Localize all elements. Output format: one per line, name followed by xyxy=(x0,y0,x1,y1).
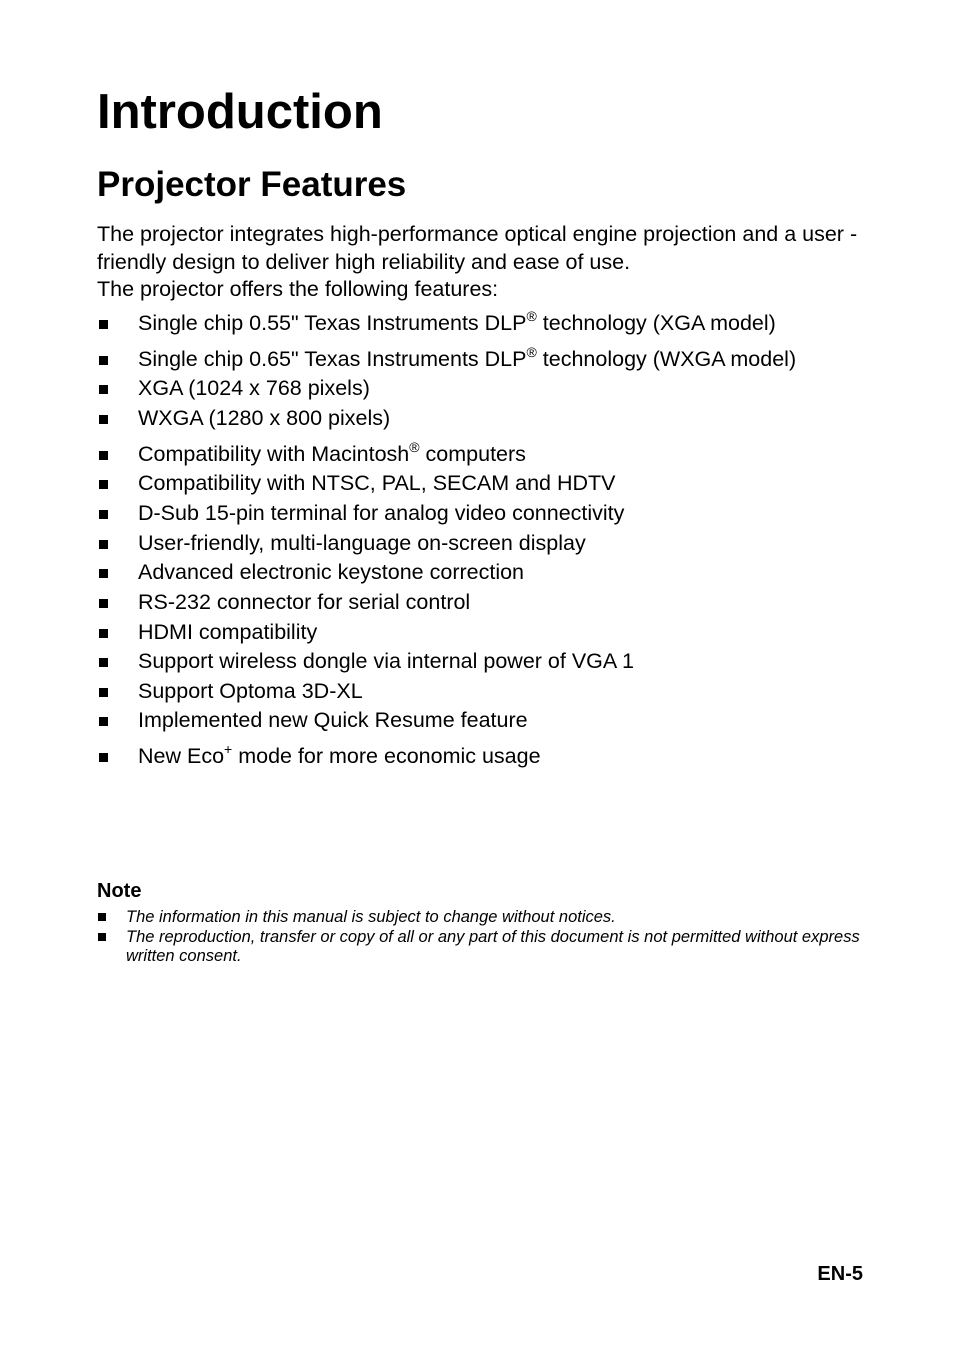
intro-paragraph: The projector integrates high-performance optical engine projection and a user - friendly design to deliver high reliability and ease of use. xyxy=(97,222,858,274)
intro-lead-in: The projector offers the following features: xyxy=(97,277,499,301)
feature-text xyxy=(138,678,363,704)
feature-text-suffix: computers xyxy=(419,442,526,466)
feature-text-suffix: mode for more economic usage xyxy=(232,744,541,768)
square-bullet-icon xyxy=(98,913,106,921)
feature-text-main: HDMI compatibility xyxy=(138,620,318,644)
note-title: Note xyxy=(97,880,142,902)
feature-text-main: Single chip 0.65" Texas Instruments DLP xyxy=(138,347,527,371)
feature-text xyxy=(138,375,370,401)
section-title: Projector Features xyxy=(97,165,407,204)
square-bullet-icon xyxy=(99,480,108,489)
page-number: EN-5 xyxy=(817,1263,863,1285)
feature-text-main: XGA (1024 x 768 pixels) xyxy=(138,376,370,400)
square-bullet-icon xyxy=(99,629,108,638)
feature-text-main: New Eco xyxy=(138,744,225,768)
feature-text xyxy=(138,346,796,372)
feature-text-main: Advanced electronic keystone correction xyxy=(138,560,525,584)
square-bullet-icon xyxy=(99,717,108,726)
feature-text xyxy=(138,470,616,496)
feature-text xyxy=(138,405,390,431)
square-bullet-icon xyxy=(99,753,108,762)
note-text: The reproduction, transfer or copy of all or any part of this document is not permitted without express written consent. xyxy=(126,927,860,965)
feature-text xyxy=(138,441,526,467)
feature-text-main: D-Sub 15-pin terminal for analog video connectivity xyxy=(138,501,625,525)
feature-text xyxy=(138,707,528,733)
feature-text-main: Compatibility with NTSC, PAL, SECAM and HDTV xyxy=(138,471,616,495)
square-bullet-icon xyxy=(99,320,108,329)
note-text: The information in this manual is subject to change without notices. xyxy=(126,908,616,926)
feature-text xyxy=(138,619,317,645)
feature-text xyxy=(138,500,624,526)
note-item xyxy=(97,908,867,928)
feature-superscript: ® xyxy=(526,308,537,324)
feature-text xyxy=(138,648,634,674)
feature-text xyxy=(138,743,541,769)
feature-text-main: User-friendly, multi-language on-screen display xyxy=(138,531,586,555)
note-list xyxy=(97,908,867,967)
square-bullet-icon xyxy=(99,451,108,460)
square-bullet-icon xyxy=(99,688,108,697)
intro-text xyxy=(97,221,867,304)
square-bullet-icon xyxy=(99,599,108,608)
feature-text-main: Support Optoma 3D-XL xyxy=(138,679,363,703)
feature-text xyxy=(138,559,524,585)
note-item xyxy=(97,928,867,967)
feature-text-main: WXGA (1280 x 800 pixels) xyxy=(138,406,391,430)
feature-superscript: ® xyxy=(526,344,537,360)
square-bullet-icon xyxy=(99,385,108,394)
feature-superscript: + xyxy=(224,741,233,757)
feature-text xyxy=(138,530,586,556)
square-bullet-icon xyxy=(99,415,108,424)
feature-text xyxy=(138,310,776,336)
feature-text-main: Compatibility with Macintosh xyxy=(138,442,410,466)
feature-text-main: RS-232 connector for serial control xyxy=(138,590,471,614)
square-bullet-icon xyxy=(99,540,108,549)
square-bullet-icon xyxy=(99,569,108,578)
feature-text-main: Implemented new Quick Resume feature xyxy=(138,708,528,732)
page-title: Introduction xyxy=(97,85,383,139)
feature-superscript: ® xyxy=(409,439,420,455)
feature-text-suffix: technology (XGA model) xyxy=(536,311,776,335)
square-bullet-icon xyxy=(99,658,108,667)
square-bullet-icon xyxy=(98,933,106,941)
feature-text xyxy=(138,589,470,615)
square-bullet-icon xyxy=(99,510,108,519)
feature-text-main: Support wireless dongle via internal power of VGA 1 xyxy=(138,649,634,673)
feature-text-suffix: technology (WXGA model) xyxy=(536,347,797,371)
square-bullet-icon xyxy=(99,356,108,365)
feature-text-main: Single chip 0.55" Texas Instruments DLP xyxy=(138,311,527,335)
